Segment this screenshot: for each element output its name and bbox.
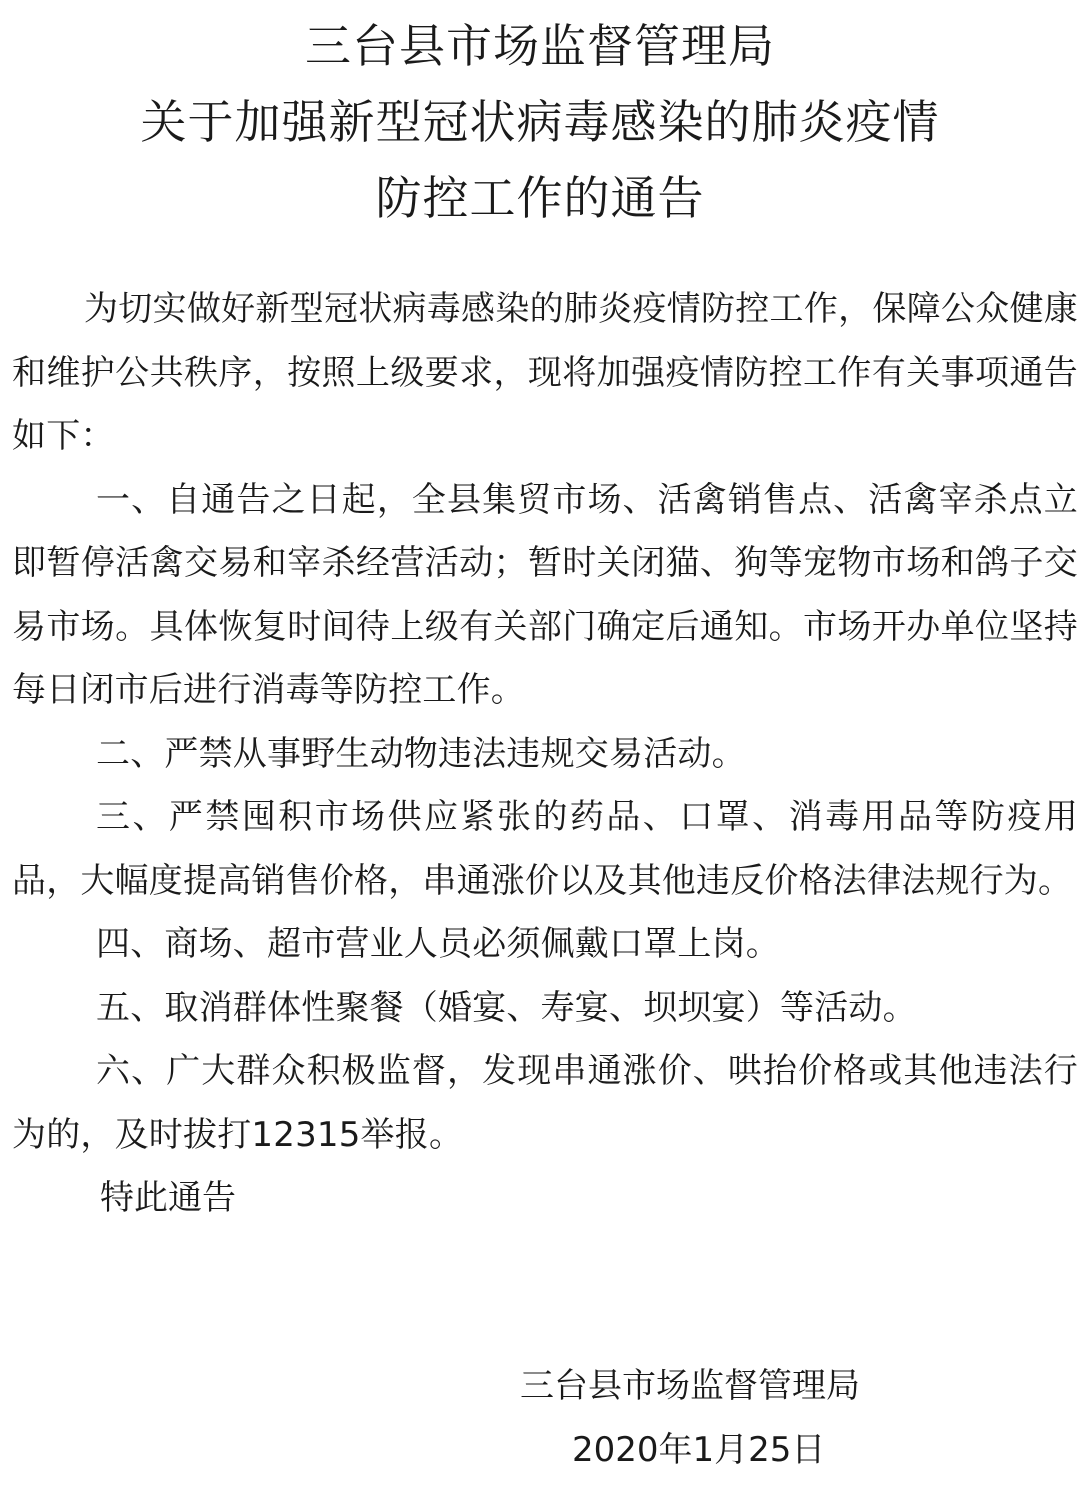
title-line-subject: 关于加强新型冠状病毒感染的肺炎疫情 [140,95,940,149]
item-paragraph-5: 五、取消群体性聚餐（婚宴、寿宴、坝坝宴）等活动。 [96,987,917,1028]
title-line-issuer: 三台县市场监督管理局 [305,19,775,73]
signature-date: 2020年1月25日 [572,1430,826,1470]
closing-line: 特此通告 [100,1178,236,1218]
item-paragraph-1: 一、自通告之日起，全县集贸市场、活禽销售点、活禽宰杀点立即暂停活禽交易和宰杀经营活动；暂时关闭猫、狗等宠物市场和鸽子交易市场。具体恢复时间待上级有关部门确定后通知。市场开办单位坚持每日闭市后进行消毒等防控工作。 [12,479,1078,710]
title-line-topic: 防控工作的通告 [375,171,705,225]
notice-title [0,8,1080,236]
notice-body [12,278,1078,1231]
item-paragraph-4: 四、商场、超市营业人员必须佩戴口罩上岗。 [96,924,780,964]
item-paragraph-3: 三、严禁囤积市场供应紧张的药品、口罩、消毒用品等防疫用品，大幅度提高销售价格，串通涨价以及其他违反价格法律法规行为。 [12,797,1078,901]
signature-organization: 三台县市场监督管理局 [520,1366,860,1406]
item-paragraph-6: 六、广大群众积极监督，发现串通涨价、哄抬价格或其他违法行为的，及时拔打12315举报。 [12,1051,1078,1155]
item-paragraph-2: 二、严禁从事野生动物违法违规交易活动。 [96,733,746,774]
intro-paragraph: 为切实做好新型冠状病毒感染的肺炎疫情防控工作，保障公众健康和维护公共秩序，按照上级要求，现将加强疫情防控工作有关事项通告如下： [12,289,1078,456]
